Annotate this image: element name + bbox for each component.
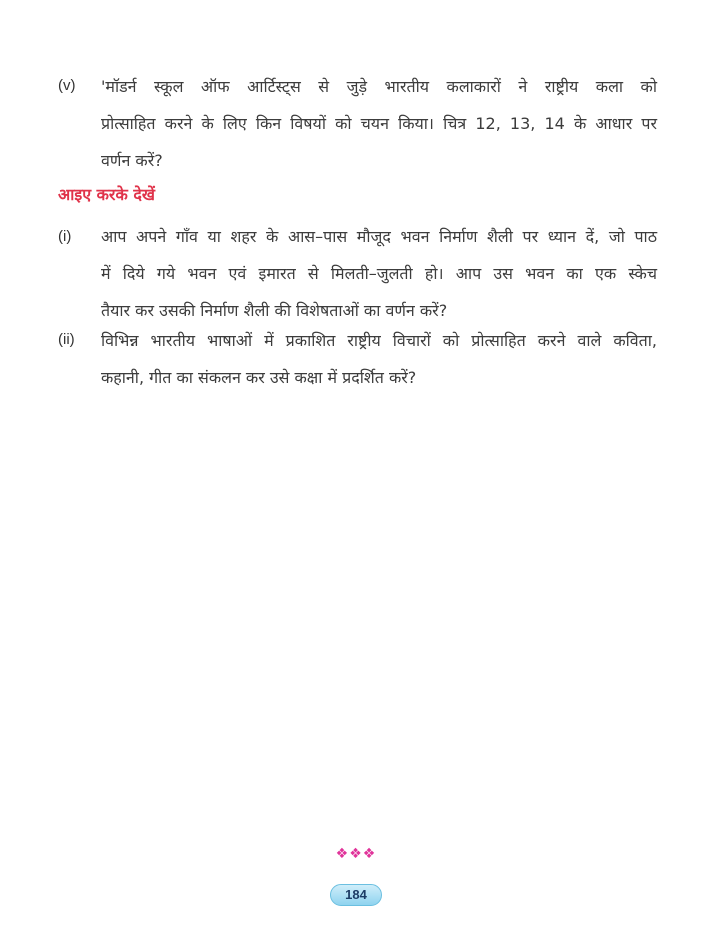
text-line: वर्णन करें? (101, 151, 163, 170)
text-line: आप अपने गाँव या शहर के आस–पास मौजूद भवन निर्माण शैली पर ध्यान दें, जो पाठ (101, 227, 657, 246)
text-line: तैयार कर उसकी निर्माण शैली की विशेषताओं का वर्णन करें? (101, 301, 448, 320)
text-line: 'मॉडर्न स्कूल ऑफ आर्टिस्ट्स से जुड़े भारतीय कलाकारों ने राष्ट्रीय कला को (101, 77, 657, 96)
text-line: प्रोत्साहित करने के लिए किन विषयों को चयन किया। चित्र 12, 13, 14 के आधार पर (101, 114, 657, 133)
text-line: में दिये गये भवन एवं इमारत से मिलती–जुलती हो। आप उस भवन का एक स्केच (101, 264, 657, 283)
question-number: (v) (58, 77, 76, 94)
item-text (101, 322, 657, 396)
text-line: कहानी, गीत का संकलन कर उसे कक्षा में प्रदर्शित करें? (101, 368, 417, 387)
section-heading: आइए करके देखें (58, 185, 155, 204)
item-text (101, 218, 657, 329)
text-line: विभिन्न भारतीय भाषाओं में प्रकाशित राष्ट्रीय विचारों को प्रोत्साहित करने वाले कविता, (101, 331, 657, 350)
question-text (101, 68, 657, 179)
page-number-badge: 184 (330, 884, 382, 906)
decorative-ornament: ❖❖❖ (335, 846, 377, 862)
item-number: (ii) (58, 331, 75, 348)
item-number: (i) (58, 228, 72, 245)
